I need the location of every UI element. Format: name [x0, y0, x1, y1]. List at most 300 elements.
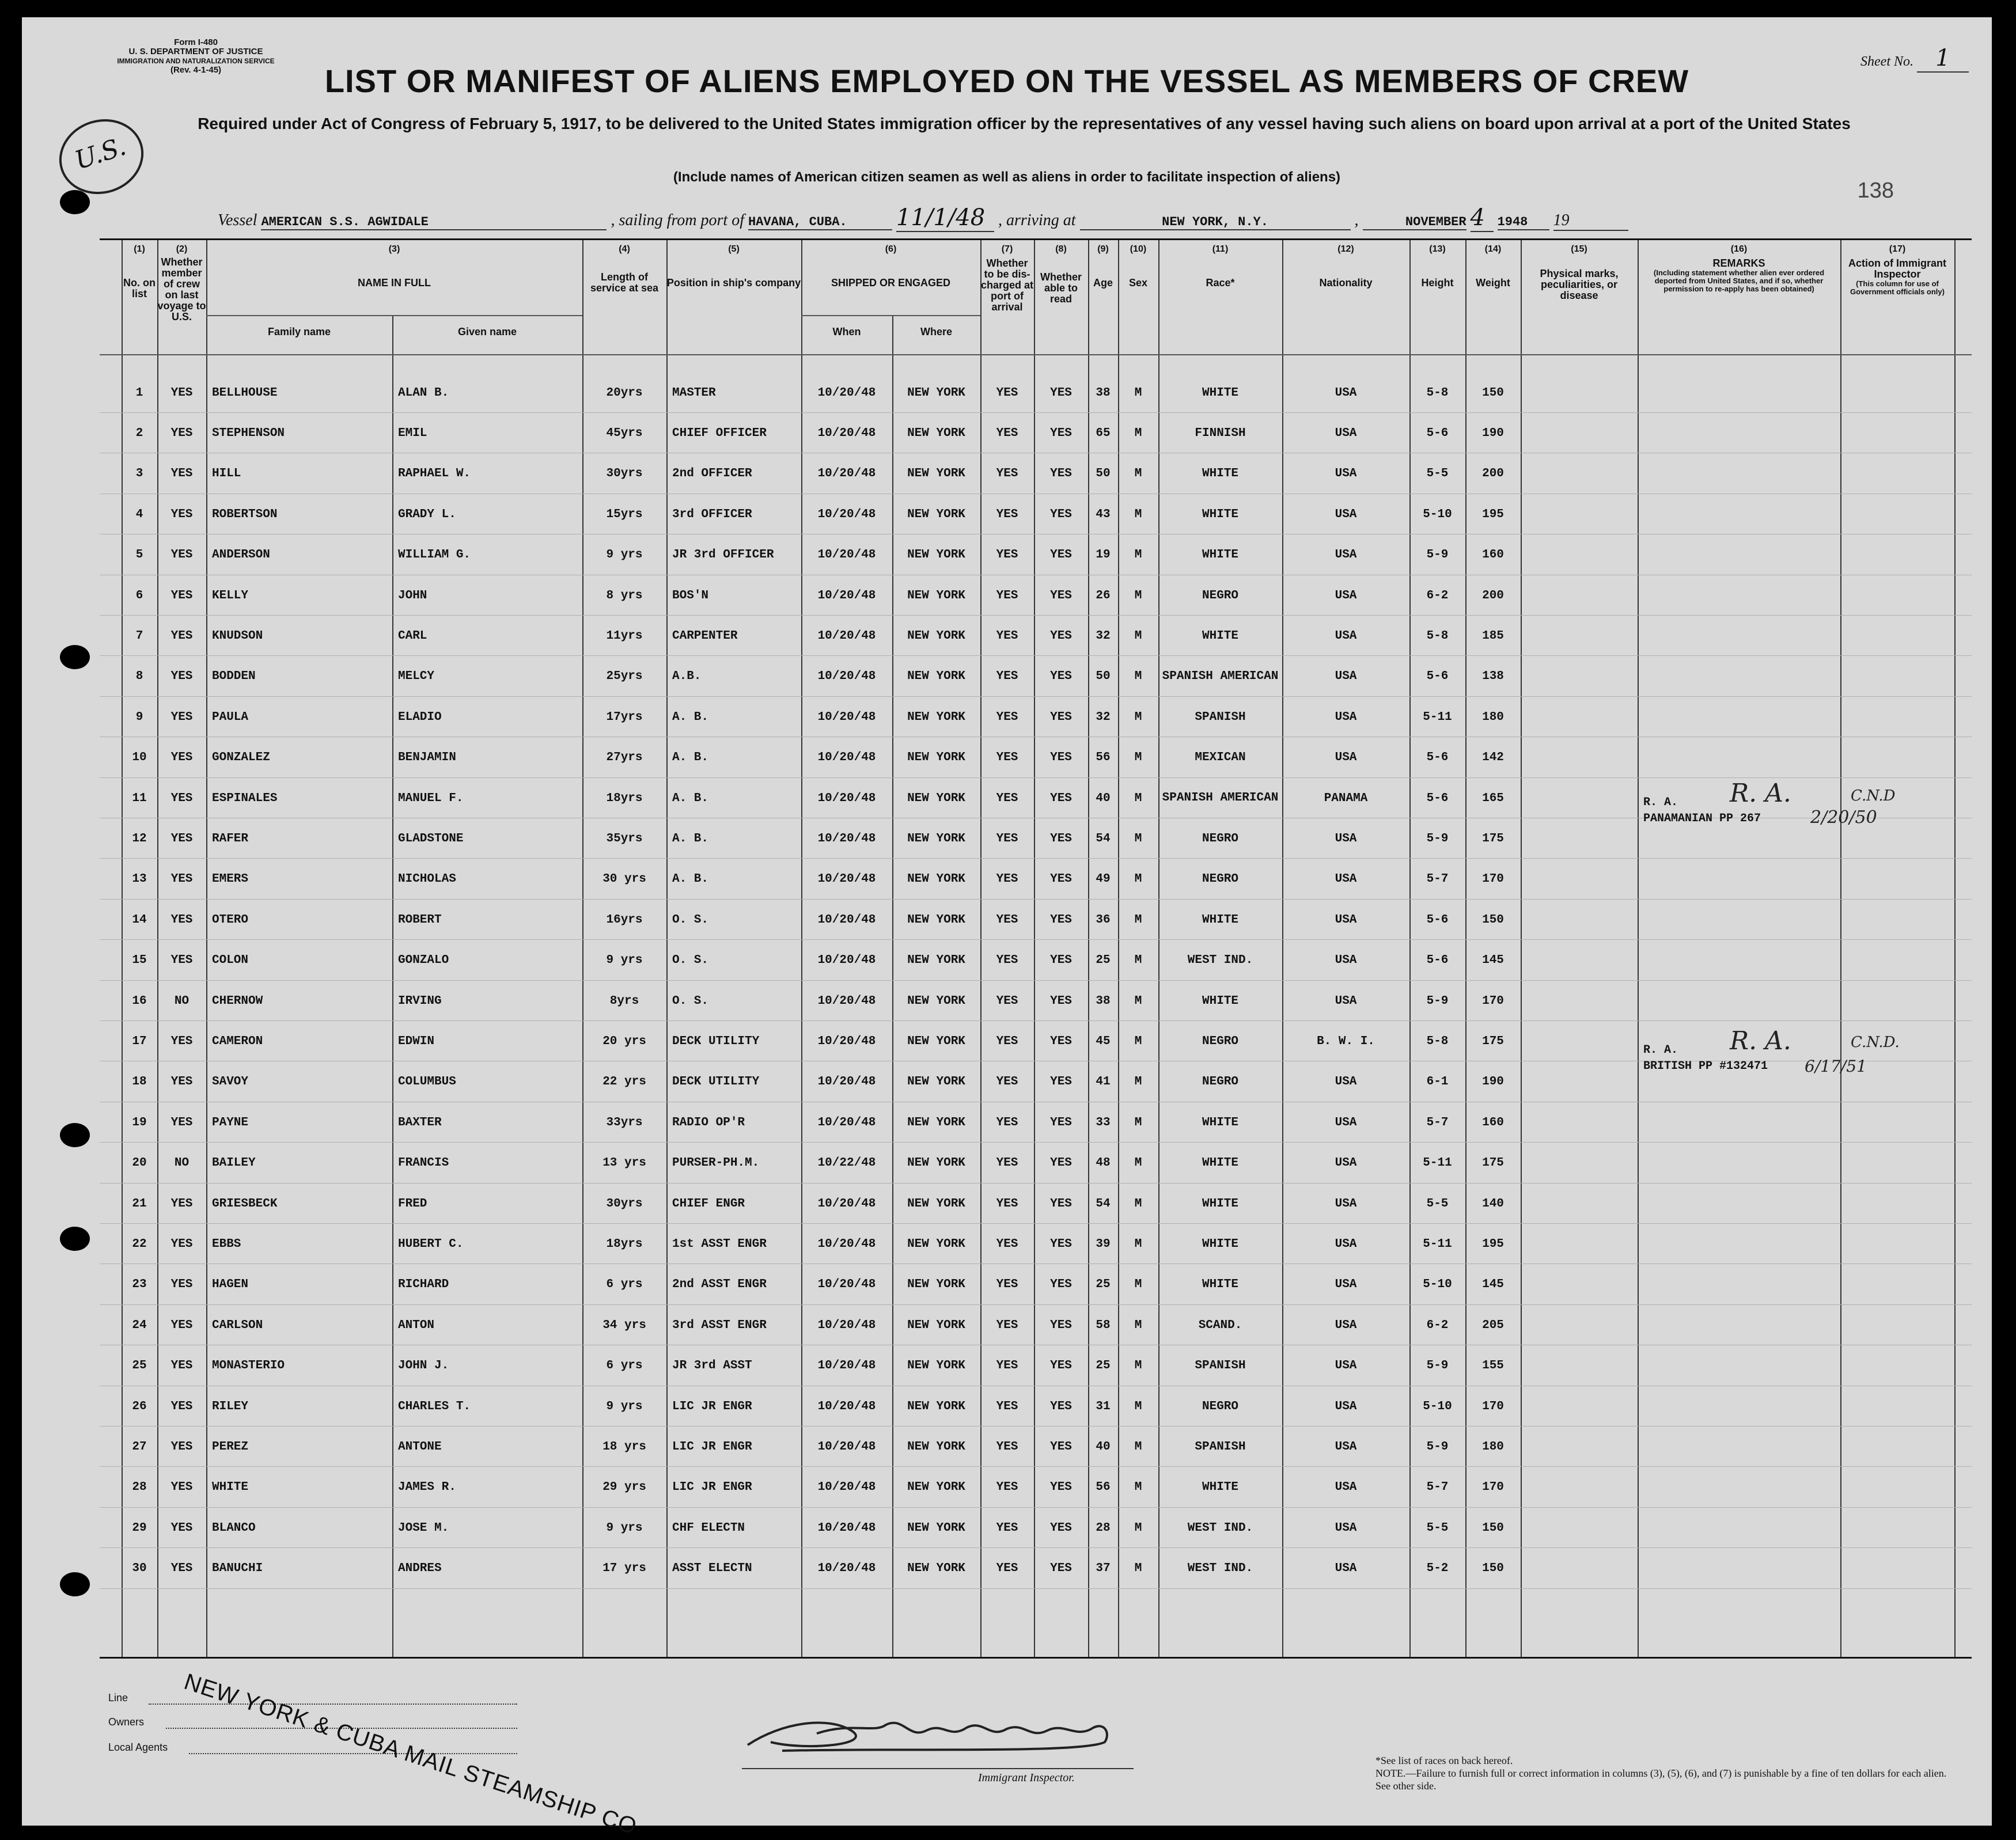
manifest-sheet — [22, 17, 1992, 1840]
cell-position: LIC JR ENGR — [672, 1399, 752, 1413]
cell-weight: 200 — [1482, 589, 1504, 602]
cell-no: 19 — [132, 1116, 147, 1129]
cell-sex: M — [1134, 1359, 1142, 1373]
cell-age: 38 — [1096, 386, 1111, 400]
vessel-value: AMERICAN S.S. AGWIDALE — [261, 215, 607, 230]
cell-service: 9 yrs — [606, 1521, 643, 1535]
cell-service: 18 yrs — [602, 1440, 646, 1454]
cell-service: 16yrs — [606, 913, 643, 927]
cell-weight: 170 — [1482, 1481, 1504, 1494]
cell-age: 38 — [1096, 994, 1111, 1008]
cell-service: 17yrs — [606, 710, 643, 724]
cell-race: WEST IND. — [1187, 1521, 1253, 1535]
cell-weight: 155 — [1482, 1359, 1504, 1373]
cell-where: NEW YORK — [907, 751, 965, 765]
cell-nat: USA — [1335, 426, 1357, 440]
table-row — [100, 657, 1972, 697]
cell-height: 5-5 — [1426, 467, 1449, 481]
col-name-num: (3) — [388, 244, 400, 254]
us-stamp: U.S. — [50, 108, 153, 204]
table-row — [100, 1346, 1972, 1386]
cell-given: RICHARD — [398, 1278, 449, 1292]
cell-read: YES — [1050, 1075, 1072, 1089]
col-sex-label: Sex — [1128, 277, 1148, 289]
cell-read: YES — [1050, 548, 1072, 562]
cell-disch: YES — [996, 1278, 1018, 1292]
cell-age: 48 — [1096, 1156, 1111, 1170]
cell-sex: M — [1134, 791, 1142, 805]
note-races: *See list of races on back hereof. — [1375, 1755, 1513, 1766]
col-phys-num: (15) — [1571, 244, 1587, 254]
cell-no: 2 — [135, 426, 143, 440]
cell-weight: 145 — [1482, 954, 1504, 968]
cell-read: YES — [1050, 1562, 1072, 1576]
service: IMMIGRATION AND NATURALIZATION SERVICE — [117, 57, 275, 65]
cell-position: 3rd ASST ENGR — [672, 1318, 767, 1332]
remark-17-passport: BRITISH PP #132471 — [1643, 1060, 1768, 1073]
table-row — [100, 738, 1972, 778]
cell-nat: USA — [1335, 1075, 1357, 1089]
cell-service: 17 yrs — [602, 1562, 646, 1576]
cell-age: 37 — [1096, 1562, 1111, 1576]
cell-prev: YES — [170, 1521, 193, 1535]
cell-given: ALAN B. — [398, 386, 449, 400]
cell-read: YES — [1050, 751, 1072, 765]
cell-family: KNUDSON — [212, 629, 263, 643]
cell-no: 13 — [132, 872, 147, 886]
cell-given: CHARLES T. — [398, 1399, 471, 1413]
cell-read: YES — [1050, 1197, 1072, 1211]
cell-given: ELADIO — [398, 710, 442, 724]
page-title: LIST OR MANIFEST OF ALIENS EMPLOYED ON THE VESSEL AS MEMBERS OF CREW — [324, 63, 1689, 99]
col-age-label: Age — [1093, 277, 1113, 289]
inspector-signature — [736, 1699, 1128, 1762]
cell-read: YES — [1050, 1116, 1072, 1129]
col-disch-num: (7) — [1001, 244, 1013, 254]
cell-no: 14 — [132, 913, 147, 927]
cell-nat: USA — [1335, 1440, 1357, 1454]
cell-disch: YES — [996, 1075, 1018, 1089]
cell-nat: USA — [1335, 629, 1357, 643]
cell-weight: 160 — [1482, 548, 1504, 562]
department: U. S. DEPARTMENT OF JUSTICE — [128, 47, 263, 56]
cell-prev: YES — [170, 1237, 193, 1251]
cell-position: 2nd ASST ENGR — [672, 1278, 767, 1292]
cell-where: NEW YORK — [907, 791, 965, 805]
action-17: C.N.D. — [1851, 1034, 1900, 1051]
cell-weight: 185 — [1482, 629, 1504, 643]
cell-position: A. B. — [672, 791, 709, 805]
cell-disch: YES — [996, 1481, 1018, 1494]
cell-height: 6-1 — [1426, 1075, 1449, 1089]
cell-nat: USA — [1335, 751, 1357, 765]
table-row — [100, 940, 1972, 981]
cell-no: 28 — [132, 1481, 147, 1494]
col-age — [1088, 244, 1118, 289]
cell-where: NEW YORK — [907, 1075, 965, 1089]
cell-when: 10/20/48 — [817, 507, 876, 521]
cell-height: 5-6 — [1426, 791, 1449, 805]
cell-where: NEW YORK — [907, 913, 965, 927]
col-position-label: Position in ship's company — [666, 277, 801, 289]
cell-nat: USA — [1335, 913, 1357, 927]
cell-family: GONZALEZ — [212, 751, 270, 765]
cell-sex: M — [1134, 507, 1142, 521]
cell-no: 20 — [132, 1156, 147, 1170]
cell-when: 10/20/48 — [817, 1197, 876, 1211]
cell-age: 65 — [1096, 426, 1111, 440]
cell-position: 2nd OFFICER — [672, 467, 752, 481]
table-row — [100, 1183, 1972, 1224]
cell-disch: YES — [996, 872, 1018, 886]
col-read-label: Whether able to read — [1040, 271, 1082, 305]
cell-weight: 150 — [1482, 1562, 1504, 1576]
cell-disch: YES — [996, 710, 1018, 724]
cell-family: ESPINALES — [212, 791, 278, 805]
cell-age: 25 — [1096, 1359, 1111, 1373]
cell-read: YES — [1050, 832, 1072, 845]
cell-service: 20 yrs — [602, 1034, 646, 1048]
cell-position: PURSER-PH.M. — [672, 1156, 760, 1170]
revision: (Rev. 4-1-45) — [170, 65, 222, 75]
cell-when: 10/22/48 — [817, 1156, 876, 1170]
cell-no: 25 — [132, 1359, 147, 1373]
table-row — [100, 413, 1972, 453]
cell-prev: YES — [170, 710, 193, 724]
cell-sex: M — [1134, 751, 1142, 765]
cell-read: YES — [1050, 954, 1072, 968]
cell-prev: YES — [170, 507, 193, 521]
cell-age: 56 — [1096, 1481, 1111, 1494]
cell-height: 5-6 — [1426, 426, 1449, 440]
cell-nat: USA — [1335, 1399, 1357, 1413]
cell-position: LIC JR ENGR — [672, 1481, 752, 1494]
cell-prev: YES — [170, 872, 193, 886]
cell-prev: YES — [170, 467, 193, 481]
cell-position: JR 3rd OFFICER — [672, 548, 774, 562]
cell-race: SPANISH — [1195, 710, 1246, 724]
cell-service: 27yrs — [606, 751, 643, 765]
cell-no: 26 — [132, 1399, 147, 1413]
cell-no: 18 — [132, 1075, 147, 1089]
cell-service: 9 yrs — [606, 954, 643, 968]
cell-height: 6-2 — [1426, 1318, 1449, 1332]
cell-service: 33yrs — [606, 1116, 643, 1129]
cell-sex: M — [1134, 1034, 1142, 1048]
cell-height: 5-9 — [1426, 1440, 1449, 1454]
cell-position: A. B. — [672, 832, 709, 845]
cell-weight: 180 — [1482, 710, 1504, 724]
cell-age: 50 — [1096, 467, 1111, 481]
cell-disch: YES — [996, 1156, 1018, 1170]
cell-age: 58 — [1096, 1318, 1111, 1332]
note-fine: NOTE.—Failure to furnish full or correct information in columns (3), (5), (6), and (7) is punishable by a fine of ten dollars for each alien. See other side. — [1375, 1767, 1947, 1792]
cell-service: 8yrs — [609, 994, 639, 1008]
cell-read: YES — [1050, 670, 1072, 684]
cell-nat: USA — [1335, 1481, 1357, 1494]
cell-given: GLADSTONE — [398, 832, 464, 845]
cell-service: 6 yrs — [606, 1278, 643, 1292]
cell-weight: 200 — [1482, 467, 1504, 481]
cell-when: 10/20/48 — [817, 1562, 876, 1576]
cell-where: NEW YORK — [907, 954, 965, 968]
cell-prev: YES — [170, 386, 193, 400]
cell-given: ROBERT — [398, 913, 442, 927]
table-row — [100, 494, 1972, 534]
cell-race: NEGRO — [1202, 872, 1238, 886]
cell-age: 32 — [1096, 710, 1111, 724]
cell-race: NEGRO — [1202, 1034, 1238, 1048]
cell-prev: YES — [170, 1562, 193, 1576]
agents-label: Local Agents — [108, 1742, 168, 1753]
remark-11-passport: PANAMANIAN PP 267 — [1643, 812, 1761, 825]
cell-race: WHITE — [1202, 1116, 1238, 1129]
cell-height: 5-11 — [1423, 1237, 1452, 1251]
cell-age: 31 — [1096, 1399, 1111, 1413]
cell-no: 15 — [132, 954, 147, 968]
cell-sex: M — [1134, 1562, 1142, 1576]
cell-height: 6-2 — [1426, 589, 1449, 602]
cell-read: YES — [1050, 1318, 1072, 1332]
cell-sex: M — [1134, 386, 1142, 400]
cell-no: 5 — [135, 548, 143, 562]
cell-race: NEGRO — [1202, 589, 1238, 602]
cell-given: FRED — [398, 1197, 427, 1211]
cell-nat: USA — [1335, 872, 1357, 886]
cell-prev: YES — [170, 629, 193, 643]
cell-race: WHITE — [1202, 1237, 1238, 1251]
cell-position: CHIEF OFFICER — [672, 426, 767, 440]
cell-given: MELCY — [398, 670, 435, 684]
cell-family: EMERS — [212, 872, 249, 886]
col-read — [1034, 244, 1088, 305]
cell-position: A. B. — [672, 751, 709, 765]
cell-height: 5-7 — [1426, 1481, 1449, 1494]
cell-position: CHIEF ENGR — [672, 1197, 745, 1211]
cell-prev: YES — [170, 670, 193, 684]
cell-read: YES — [1050, 589, 1072, 602]
cell-family: RAFER — [212, 832, 249, 845]
cell-position: CARPENTER — [672, 629, 738, 643]
cell-when: 10/20/48 — [817, 1034, 876, 1048]
cell-sex: M — [1134, 872, 1142, 886]
cell-sex: M — [1134, 832, 1142, 845]
cell-height: 5-10 — [1423, 1399, 1452, 1413]
cell-weight: 175 — [1482, 1156, 1504, 1170]
cell-no: 30 — [132, 1562, 147, 1576]
cell-service: 25yrs — [606, 670, 643, 684]
cell-no: 9 — [135, 710, 143, 724]
cell-read: YES — [1050, 1521, 1072, 1535]
cell-prev: YES — [170, 954, 193, 968]
cell-nat: USA — [1335, 954, 1357, 968]
cell-disch: YES — [996, 913, 1018, 927]
cell-read: YES — [1050, 994, 1072, 1008]
cell-nat: USA — [1335, 1521, 1357, 1535]
cell-given: ANDRES — [398, 1562, 442, 1576]
cell-when: 10/20/48 — [817, 548, 876, 562]
col-action — [1840, 244, 1954, 296]
col-shipped — [801, 244, 980, 289]
cell-height: 5-9 — [1426, 1359, 1449, 1373]
cell-sex: M — [1134, 467, 1142, 481]
cell-where: NEW YORK — [907, 1481, 965, 1494]
cell-prev: YES — [170, 1075, 193, 1089]
cell-nat: USA — [1335, 1562, 1357, 1576]
cell-position: A. B. — [672, 872, 709, 886]
col-action-sub: (This column for use of Government officials only) — [1850, 279, 1945, 296]
table-row — [100, 454, 1972, 494]
cell-sex: M — [1134, 1318, 1142, 1332]
cell-prev: YES — [170, 589, 193, 602]
cell-race: SPANISH AMERICAN — [1162, 669, 1279, 683]
cell-weight: 195 — [1482, 507, 1504, 521]
cell-position: CHF ELECTN — [672, 1521, 745, 1535]
cell-sex: M — [1134, 1237, 1142, 1251]
col-position-num: (5) — [728, 244, 740, 254]
cell-height: 5-5 — [1426, 1521, 1449, 1535]
cell-where: NEW YORK — [907, 670, 965, 684]
cell-disch: YES — [996, 1399, 1018, 1413]
cell-no: 17 — [132, 1034, 147, 1048]
cell-age: 25 — [1096, 1278, 1111, 1292]
col-prev-num: (2) — [176, 244, 188, 254]
cell-family: MONASTERIO — [212, 1359, 285, 1373]
cell-prev: YES — [170, 791, 193, 805]
cell-weight: 190 — [1482, 426, 1504, 440]
cell-read: YES — [1050, 710, 1072, 724]
cell-when: 10/20/48 — [817, 710, 876, 724]
cell-no: 11 — [132, 791, 147, 805]
cell-no: 21 — [132, 1197, 147, 1211]
cell-race: WHITE — [1202, 507, 1238, 521]
cell-service: 18yrs — [606, 1237, 643, 1251]
cell-read: YES — [1050, 1034, 1072, 1048]
cell-service: 29 yrs — [602, 1481, 646, 1494]
cell-service: 30 yrs — [602, 872, 646, 886]
cell-where: NEW YORK — [907, 1278, 965, 1292]
cell-race: WHITE — [1202, 994, 1238, 1008]
cell-service: 30yrs — [606, 467, 643, 481]
cell-family: BAILEY — [212, 1156, 256, 1170]
cell-weight: 142 — [1482, 751, 1504, 765]
cell-no: 22 — [132, 1237, 147, 1251]
cell-where: NEW YORK — [907, 589, 965, 602]
cell-service: 30yrs — [606, 1197, 643, 1211]
cell-when: 10/20/48 — [817, 832, 876, 845]
cell-disch: YES — [996, 954, 1018, 968]
cell-read: YES — [1050, 872, 1072, 886]
col-weight-label: Weight — [1476, 277, 1510, 289]
cell-service: 9 yrs — [606, 548, 643, 562]
cell-where: NEW YORK — [907, 1521, 965, 1535]
col-nat-num: (12) — [1337, 244, 1354, 254]
cell-when: 10/20/48 — [817, 1359, 876, 1373]
table-row — [100, 1224, 1972, 1264]
remark-11-handwritten: R. A. — [1730, 779, 1791, 808]
cell-weight: 138 — [1482, 670, 1504, 684]
col-no-label: No. on list — [123, 277, 156, 299]
col-race — [1158, 244, 1282, 289]
punch-hole — [60, 1572, 90, 1596]
col-physical — [1521, 244, 1638, 301]
cell-weight: 150 — [1482, 913, 1504, 927]
cell-prev: YES — [170, 1359, 193, 1373]
cell-age: 28 — [1096, 1521, 1111, 1535]
cell-disch: YES — [996, 507, 1018, 521]
sailing-label: , sailing from port of — [611, 211, 744, 229]
cell-sex: M — [1134, 1278, 1142, 1292]
table-row — [100, 1305, 1972, 1345]
cell-disch: YES — [996, 751, 1018, 765]
cell-weight: 145 — [1482, 1278, 1504, 1292]
cell-position: LIC JR ENGR — [672, 1440, 752, 1454]
col-disch-label: Whether to be dis-charged at port of arrival — [980, 257, 1034, 313]
action-17-date: 6/17/51 — [1805, 1057, 1867, 1076]
cell-family: WHITE — [212, 1481, 249, 1494]
punch-hole — [60, 1123, 90, 1147]
col-action-num: (17) — [1889, 244, 1906, 254]
cell-given: EMIL — [398, 426, 427, 440]
cell-disch: YES — [996, 589, 1018, 602]
cell-no: 3 — [135, 467, 143, 481]
cell-where: NEW YORK — [907, 832, 965, 845]
punch-hole — [60, 190, 90, 214]
cell-where: NEW YORK — [907, 1197, 965, 1211]
page-number: 138 — [1857, 179, 1894, 203]
cell-where: NEW YORK — [907, 1440, 965, 1454]
cell-sex: M — [1134, 1197, 1142, 1211]
cell-service: 20yrs — [606, 386, 643, 400]
cell-service: 18yrs — [606, 791, 643, 805]
cell-height: 5-9 — [1426, 994, 1449, 1008]
cell-height: 5-6 — [1426, 954, 1449, 968]
port-value: HAVANA, CUBA. — [748, 215, 892, 230]
cell-sex: M — [1134, 1521, 1142, 1535]
col-no — [122, 244, 157, 299]
cell-sex: M — [1134, 913, 1142, 927]
cell-nat: B. W. I. — [1317, 1034, 1375, 1048]
cell-weight: 175 — [1482, 1034, 1504, 1048]
cell-prev: YES — [170, 1481, 193, 1494]
cell-when: 10/20/48 — [817, 1318, 876, 1332]
cell-where: NEW YORK — [907, 426, 965, 440]
cell-height: 5-9 — [1426, 548, 1449, 562]
cell-position: O. S. — [672, 954, 709, 968]
cell-no: 1 — [135, 386, 143, 400]
cell-no: 16 — [132, 994, 147, 1008]
cell-age: 19 — [1096, 548, 1111, 562]
col-phys-label: Physical marks, peculiarities, or disease — [1540, 268, 1619, 301]
col-weight-num: (14) — [1484, 244, 1502, 254]
col-height — [1409, 244, 1465, 289]
cell-family: CAMERON — [212, 1034, 263, 1048]
col-shipped-label: SHIPPED OR ENGAGED — [831, 277, 951, 289]
cell-age: 32 — [1096, 629, 1111, 643]
cell-prev: YES — [170, 1318, 193, 1332]
cell-family: PEREZ — [212, 1440, 249, 1454]
cell-service: 15yrs — [606, 507, 643, 521]
cell-no: 4 — [135, 507, 143, 521]
cell-disch: YES — [996, 791, 1018, 805]
cell-position: RADIO OP'R — [672, 1116, 745, 1129]
col-service — [582, 244, 666, 294]
cell-prev: NO — [174, 1156, 190, 1170]
cell-height: 5-5 — [1426, 1197, 1449, 1211]
cell-race: WEST IND. — [1187, 1562, 1253, 1576]
col-no-num: (1) — [134, 244, 145, 254]
cell-given: FRANCIS — [398, 1156, 449, 1170]
